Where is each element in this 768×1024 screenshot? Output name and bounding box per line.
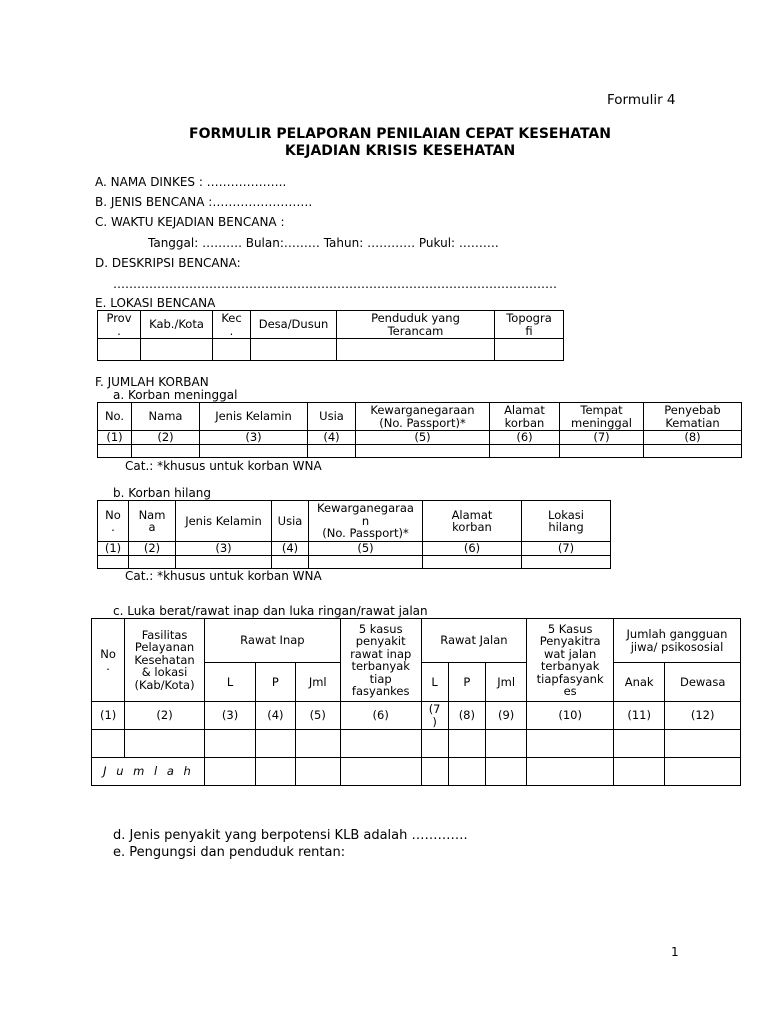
table-lokasi-bencana <box>97 310 564 361</box>
table-korban-hilang <box>97 500 611 569</box>
header-cell: Nam a <box>129 501 176 542</box>
table-cell[interactable] <box>527 730 614 758</box>
number-cell: (3) <box>200 431 308 445</box>
table-cell[interactable] <box>423 555 522 568</box>
sub-c-luka: c. Luka berat/rawat inap dan luka ringan/rawat jalan <box>113 604 428 618</box>
jumlah-label: J u m l a h <box>92 758 205 786</box>
table-cell[interactable] <box>200 444 308 457</box>
section-b-jenis-bencana: B. JENIS BENCANA :……………………. <box>95 195 313 209</box>
number-cell: (6) <box>490 431 560 445</box>
table-cell[interactable] <box>308 444 356 457</box>
header-cell: Jenis Kelamin <box>176 501 272 542</box>
header-cell: Desa/Dusun <box>251 311 337 339</box>
number-cell: (3) <box>204 702 255 730</box>
number-cell: (1) <box>98 431 132 445</box>
header-cell: Usia <box>308 403 356 431</box>
sub-a-korban-meninggal: a. Korban meninggal <box>113 388 238 402</box>
table-cell[interactable] <box>448 730 485 758</box>
number-cell: (10) <box>527 702 614 730</box>
table-cell[interactable] <box>421 758 448 786</box>
table-cell[interactable] <box>309 555 423 568</box>
section-c-detail: Tanggal: ………. Bulan:……… Tahun: ………… Pukul: ………. <box>148 236 499 250</box>
number-cell: (4) <box>272 542 309 556</box>
number-cell: (12) <box>665 702 741 730</box>
table-cell[interactable] <box>295 730 340 758</box>
form-title-line2: KEJADIAN KRISIS KESEHATAN <box>284 143 516 159</box>
header-cell: Lokasi hilang <box>522 501 611 542</box>
header-cell: Penyebab Kematian <box>644 403 742 431</box>
header-cell: Prov . <box>98 311 141 339</box>
table-korban-meninggal <box>97 402 742 458</box>
header-jml2: Jml <box>485 663 526 702</box>
table-cell[interactable] <box>125 730 205 758</box>
table-cell[interactable] <box>665 758 741 786</box>
table-cell[interactable] <box>448 758 485 786</box>
table-cell[interactable] <box>485 758 526 786</box>
table-cell[interactable] <box>98 555 129 568</box>
table-cell[interactable] <box>204 730 255 758</box>
number-cell: (6) <box>423 542 522 556</box>
header-cell: Nama <box>132 403 200 431</box>
number-cell: (8) <box>644 431 742 445</box>
table-cell[interactable] <box>98 339 141 361</box>
table-cell[interactable] <box>204 758 255 786</box>
form-number: Formulir 4 <box>607 92 676 108</box>
section-d-deskripsi: D. DESKRIPSI BENCANA: <box>95 256 241 270</box>
number-cell: (2) <box>125 702 205 730</box>
number-cell: (4) <box>256 702 295 730</box>
header-cell: Kewarganegaraan (No. Passport)* <box>356 403 490 431</box>
number-cell: (2) <box>132 431 200 445</box>
header-jiwa: Jumlah gangguan jiwa/ psikososial <box>613 619 740 663</box>
table-cell[interactable] <box>176 555 272 568</box>
number-cell: (7) <box>522 542 611 556</box>
header-fasilitas: Fasilitas Pelayanan Kesehatan & lokasi (Kab/Kota) <box>125 619 205 702</box>
header-cell: Jenis Kelamin <box>200 403 308 431</box>
number-cell: (1) <box>92 702 125 730</box>
table-cell[interactable] <box>337 339 495 361</box>
number-cell: (2) <box>129 542 176 556</box>
number-cell: (8) <box>448 702 485 730</box>
table-cell[interactable] <box>295 758 340 786</box>
number-cell: (5) <box>295 702 340 730</box>
header-l: L <box>204 663 255 702</box>
header-p: P <box>256 663 295 702</box>
line-e-pengungsi: e. Pengungsi dan penduduk rentan: <box>113 845 346 860</box>
section-f-jumlah-korban: F. JUMLAH KORBAN <box>95 375 209 389</box>
header-cell: Alamat korban <box>490 403 560 431</box>
sub-b-korban-hilang: b. Korban hilang <box>113 486 212 500</box>
header-cell: Tempat meninggal <box>560 403 644 431</box>
table-cell[interactable] <box>132 444 200 457</box>
page-number: 1 <box>671 945 679 959</box>
number-cell: (3) <box>176 542 272 556</box>
header-cell: No . <box>98 501 129 542</box>
note-b: Cat.: *khusus untuk korban WNA <box>125 569 322 583</box>
section-d-dots: ………………………………………………………………………………………………… <box>113 277 557 291</box>
header-rawat-inap: Rawat Inap <box>204 619 340 663</box>
header-p2: P <box>448 663 485 702</box>
header-cell: Kab./Kota <box>141 311 213 339</box>
header-cell: Usia <box>272 501 309 542</box>
number-cell: (6) <box>340 702 421 730</box>
table-cell[interactable] <box>560 444 644 457</box>
number-cell: (5) <box>309 542 423 556</box>
header-cell: Kewarganegaraa n (No. Passport)* <box>309 501 423 542</box>
table-cell[interactable] <box>495 339 564 361</box>
table-cell[interactable] <box>256 758 295 786</box>
number-cell: (7 ) <box>421 702 448 730</box>
table-cell[interactable] <box>644 444 742 457</box>
table-cell[interactable] <box>256 730 295 758</box>
header-jml: Jml <box>295 663 340 702</box>
number-cell: (11) <box>613 702 664 730</box>
header-5kasus-jalan: 5 Kasus Penyakitra wat jalan terbanyak tiapfasyank es <box>527 619 614 702</box>
line-d-klb: d. Jenis penyakit yang berpotensi KLB adalah …………. <box>113 828 468 843</box>
table-cell[interactable] <box>141 339 213 361</box>
header-5kasus-inap: 5 kasus penyakit rawat inap terbanyak tiap fasyankes <box>340 619 421 702</box>
number-cell: (5) <box>356 431 490 445</box>
table-cell[interactable] <box>213 339 251 361</box>
header-cell: No. <box>98 403 132 431</box>
number-cell: (7) <box>560 431 644 445</box>
header-cell: Alamat korban <box>423 501 522 542</box>
number-cell: (9) <box>485 702 526 730</box>
table-cell[interactable] <box>340 730 421 758</box>
table-cell[interactable] <box>92 730 125 758</box>
table-cell[interactable] <box>356 444 490 457</box>
table-cell[interactable] <box>490 444 560 457</box>
header-cell: Penduduk yang Terancam <box>337 311 495 339</box>
note-a: Cat.: *khusus untuk korban WNA <box>125 459 322 473</box>
header-l2: L <box>421 663 448 702</box>
header-anak: Anak <box>613 663 664 702</box>
table-cell[interactable] <box>272 555 309 568</box>
table-cell[interactable] <box>251 339 337 361</box>
table-cell[interactable] <box>522 555 611 568</box>
section-a-nama-dinkes: A. NAMA DINKES : ……………….. <box>95 175 287 189</box>
table-cell[interactable] <box>98 444 132 457</box>
number-cell: (4) <box>308 431 356 445</box>
header-no: No . <box>92 619 125 702</box>
header-cell: Kec . <box>213 311 251 339</box>
section-e-lokasi: E. LOKASI BENCANA <box>95 296 216 310</box>
table-cell[interactable] <box>421 730 448 758</box>
table-cell[interactable] <box>485 730 526 758</box>
form-title-line1: FORMULIR PELAPORAN PENILAIAN CEPAT KESEHATAN <box>189 126 611 142</box>
header-dewasa: Dewasa <box>665 663 741 702</box>
table-cell[interactable] <box>613 730 664 758</box>
header-rawat-jalan: Rawat Jalan <box>421 619 527 663</box>
section-c-waktu-kejadian: C. WAKTU KEJADIAN BENCANA : <box>95 215 285 229</box>
table-cell[interactable] <box>129 555 176 568</box>
header-cell: Topogra fi <box>495 311 564 339</box>
table-cell[interactable] <box>340 758 421 786</box>
table-luka <box>91 618 741 786</box>
table-cell[interactable] <box>613 758 664 786</box>
table-cell[interactable] <box>665 730 741 758</box>
number-cell: (1) <box>98 542 129 556</box>
table-cell[interactable] <box>527 758 614 786</box>
